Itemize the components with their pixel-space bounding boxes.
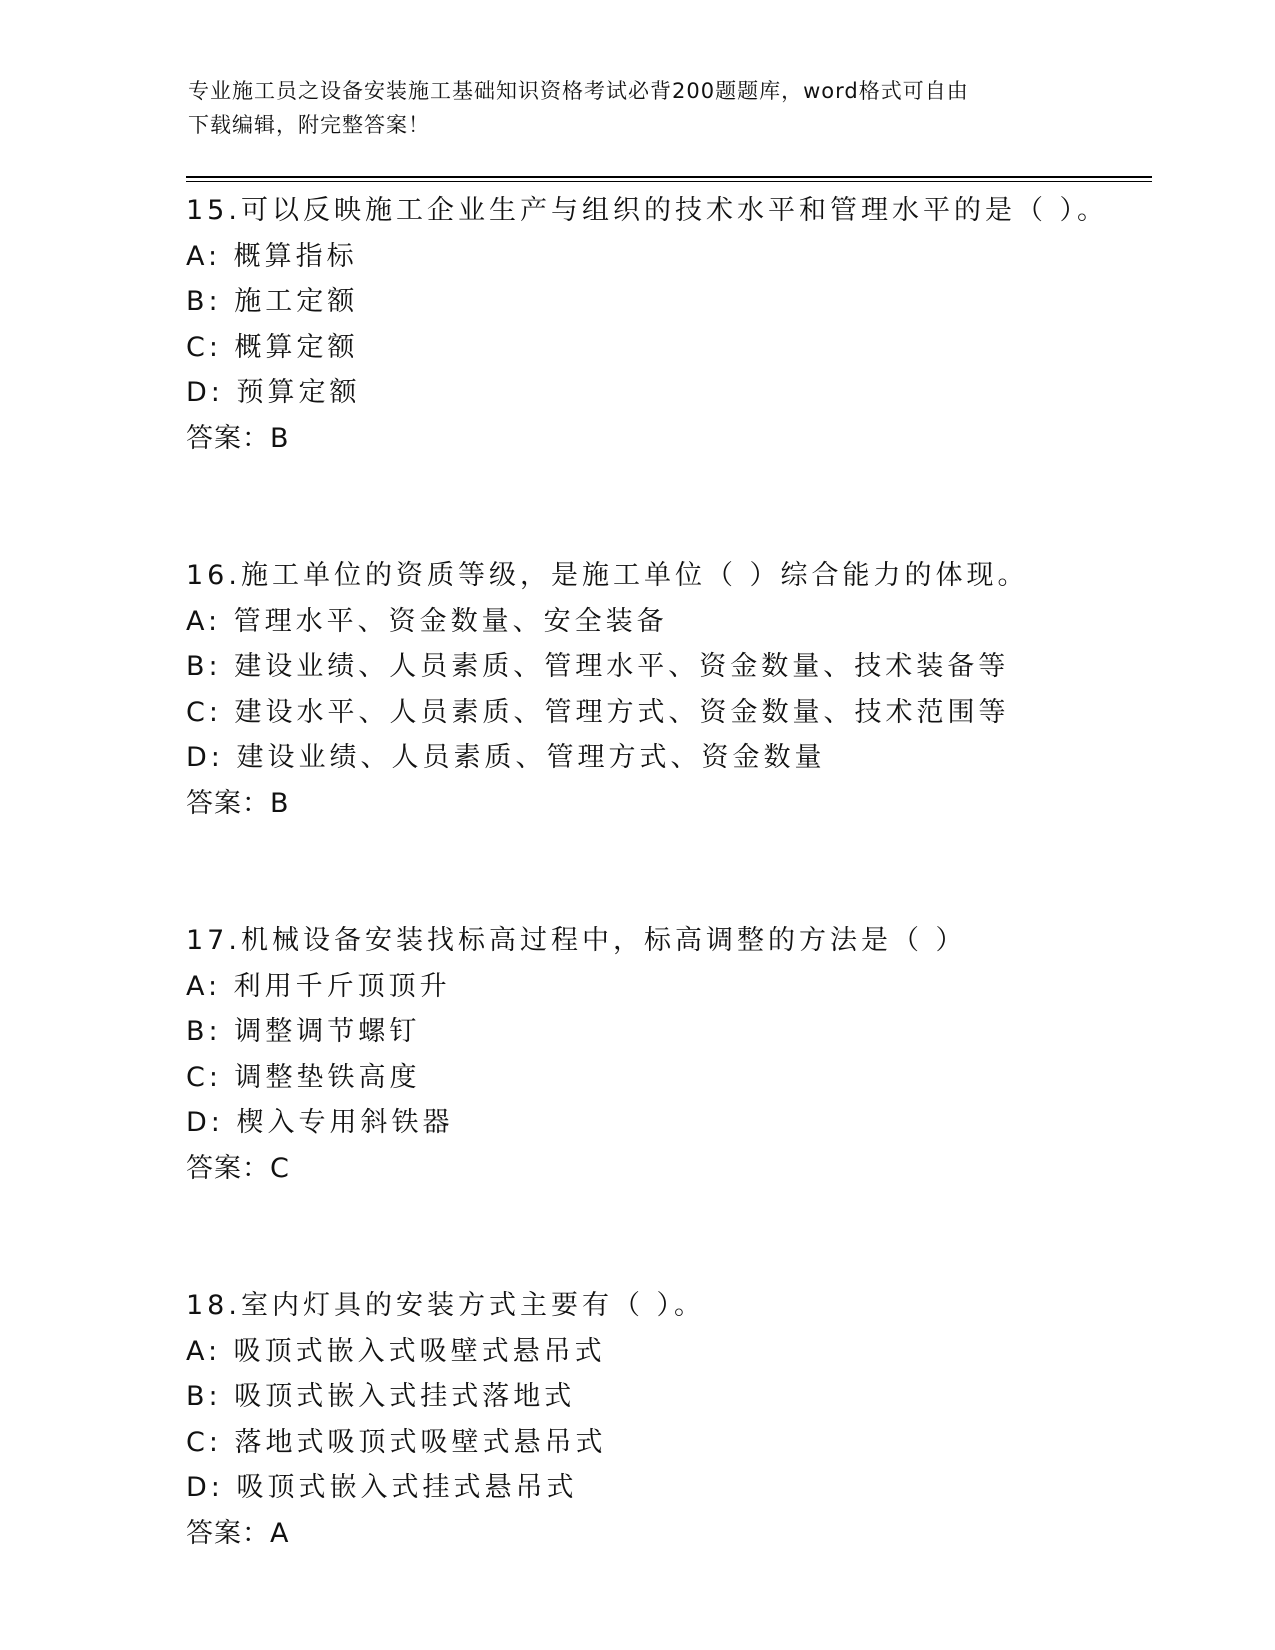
answer: 答案：C bbox=[186, 1152, 290, 1184]
option-c: C: 概算定额 bbox=[186, 331, 359, 363]
option-a: A: 利用千斤顶顶升 bbox=[186, 970, 451, 1002]
header-divider-thick bbox=[186, 176, 1152, 178]
question-list bbox=[186, 188, 1186, 1556]
document-header bbox=[188, 74, 1088, 142]
question-stem: 16.施工单位的资质等级，是施工单位（ ）综合能力的体现。 bbox=[186, 560, 1029, 591]
answer: 答案：B bbox=[186, 787, 290, 819]
question-17 bbox=[186, 918, 1186, 1191]
option-d: D: 楔入专用斜铁器 bbox=[186, 1107, 454, 1138]
question-16 bbox=[186, 553, 1186, 826]
header-line-1: 专业施工员之设备安装施工基础知识资格考试必背200题题库，word格式可自由 bbox=[188, 79, 969, 103]
question-15 bbox=[186, 188, 1186, 461]
option-b: B: 吸顶式嵌入式挂式落地式 bbox=[186, 1381, 576, 1412]
question-spacer bbox=[186, 461, 1186, 553]
question-spacer bbox=[186, 1191, 1186, 1283]
option-a: A: 管理水平、资金数量、安全装备 bbox=[186, 605, 668, 637]
option-d: D: 吸顶式嵌入式挂式悬吊式 bbox=[186, 1472, 578, 1503]
option-d: D: 建设业绩、人员素质、管理方式、资金数量 bbox=[186, 742, 826, 773]
answer: 答案：A bbox=[186, 1517, 290, 1549]
question-stem: 15.可以反映施工企业生产与组织的技术水平和管理水平的是（ ）。 bbox=[186, 195, 1109, 226]
option-a: A: 吸顶式嵌入式吸壁式悬吊式 bbox=[186, 1335, 606, 1367]
option-b: B: 调整调节螺钉 bbox=[186, 1016, 421, 1047]
option-c: C: 建设水平、人员素质、管理方式、资金数量、技术范围等 bbox=[186, 696, 1010, 728]
header-line-2: 下载编辑，附完整答案！ bbox=[188, 113, 430, 137]
answer: 答案：B bbox=[186, 422, 290, 454]
option-d: D: 预算定额 bbox=[186, 377, 361, 408]
option-c: C: 调整垫铁高度 bbox=[186, 1061, 421, 1093]
question-spacer bbox=[186, 826, 1186, 918]
option-b: B: 施工定额 bbox=[186, 286, 359, 317]
header-divider-thin bbox=[186, 181, 1152, 182]
question-18 bbox=[186, 1283, 1186, 1556]
option-b: B: 建设业绩、人员素质、管理水平、资金数量、技术装备等 bbox=[186, 651, 1010, 682]
question-stem: 18.室内灯具的安装方式主要有（ ）。 bbox=[186, 1290, 706, 1321]
question-stem: 17.机械设备安装找标高过程中，标高调整的方法是（ ） bbox=[186, 925, 967, 956]
option-a: A: 概算指标 bbox=[186, 240, 358, 272]
option-c: C: 落地式吸顶式吸壁式悬吊式 bbox=[186, 1426, 607, 1458]
